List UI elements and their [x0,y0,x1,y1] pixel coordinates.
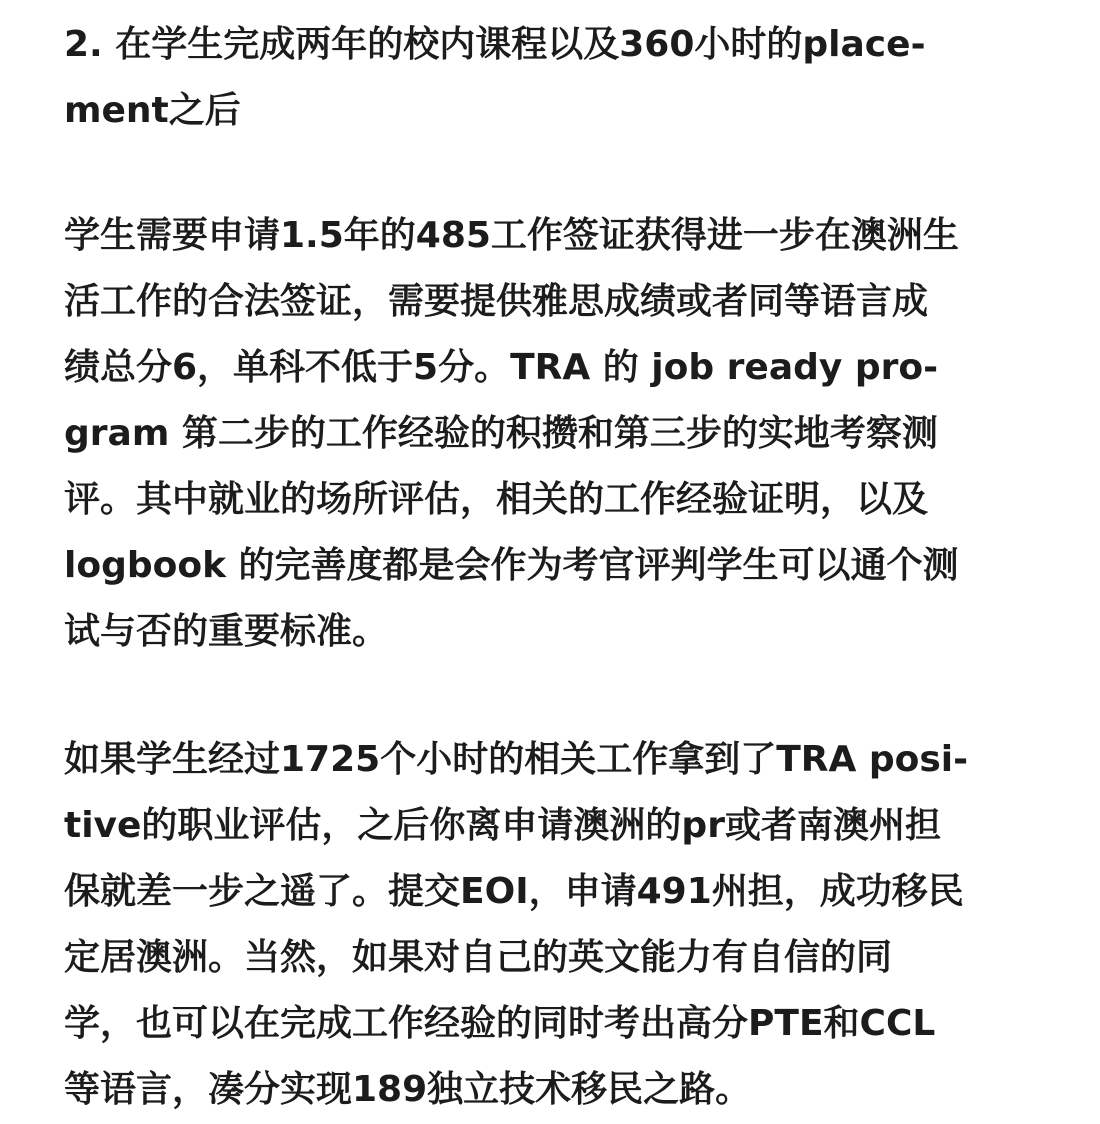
paragraph-line: 活工作的合法签证，需要提供雅思成绩或者同等语言成 [64,281,929,322]
paragraph-line: gram 第二步的工作经验的积攒和第三步的实地考察测 [64,413,938,454]
section-heading [64,12,1044,144]
paragraph-line: 绩总分6，单科不低于5分。TRA 的 job ready pro- [64,347,939,388]
paragraph-line: 学，也可以在完成工作经验的同时考出高分PTE和CCL [64,1003,936,1044]
heading-line: ment之后 [64,90,241,131]
paragraph-tra-positive [64,727,1054,1123]
paragraph-line: logbook 的完善度都是会作为考官评判学生可以通个测 [64,545,959,586]
paragraph-visa-485 [64,203,1054,665]
paragraph-line: 试与否的重要标准。 [64,611,389,652]
paragraph-line: 保就差一步之遥了。提交EOI，申请491州担，成功移民 [64,871,964,912]
paragraph-line: 学生需要申请1.5年的485工作签证获得进一步在澳洲生 [64,215,959,256]
paragraph-line: tive的职业评估，之后你离申请澳洲的pr或者南澳州担 [64,805,941,846]
paragraph-line: 如果学生经过1725个小时的相关工作拿到了TRA posi- [64,739,969,780]
heading-line: 2. 在学生完成两年的校内课程以及360小时的place- [64,24,926,65]
paragraph-line: 评。其中就业的场所评估，相关的工作经验证明，以及 [64,479,929,520]
paragraph-line: 定居澳洲。当然，如果对自己的英文能力有自信的同 [64,937,893,978]
paragraph-line: 等语言，凑分实现189独立技术移民之路。 [64,1069,752,1110]
